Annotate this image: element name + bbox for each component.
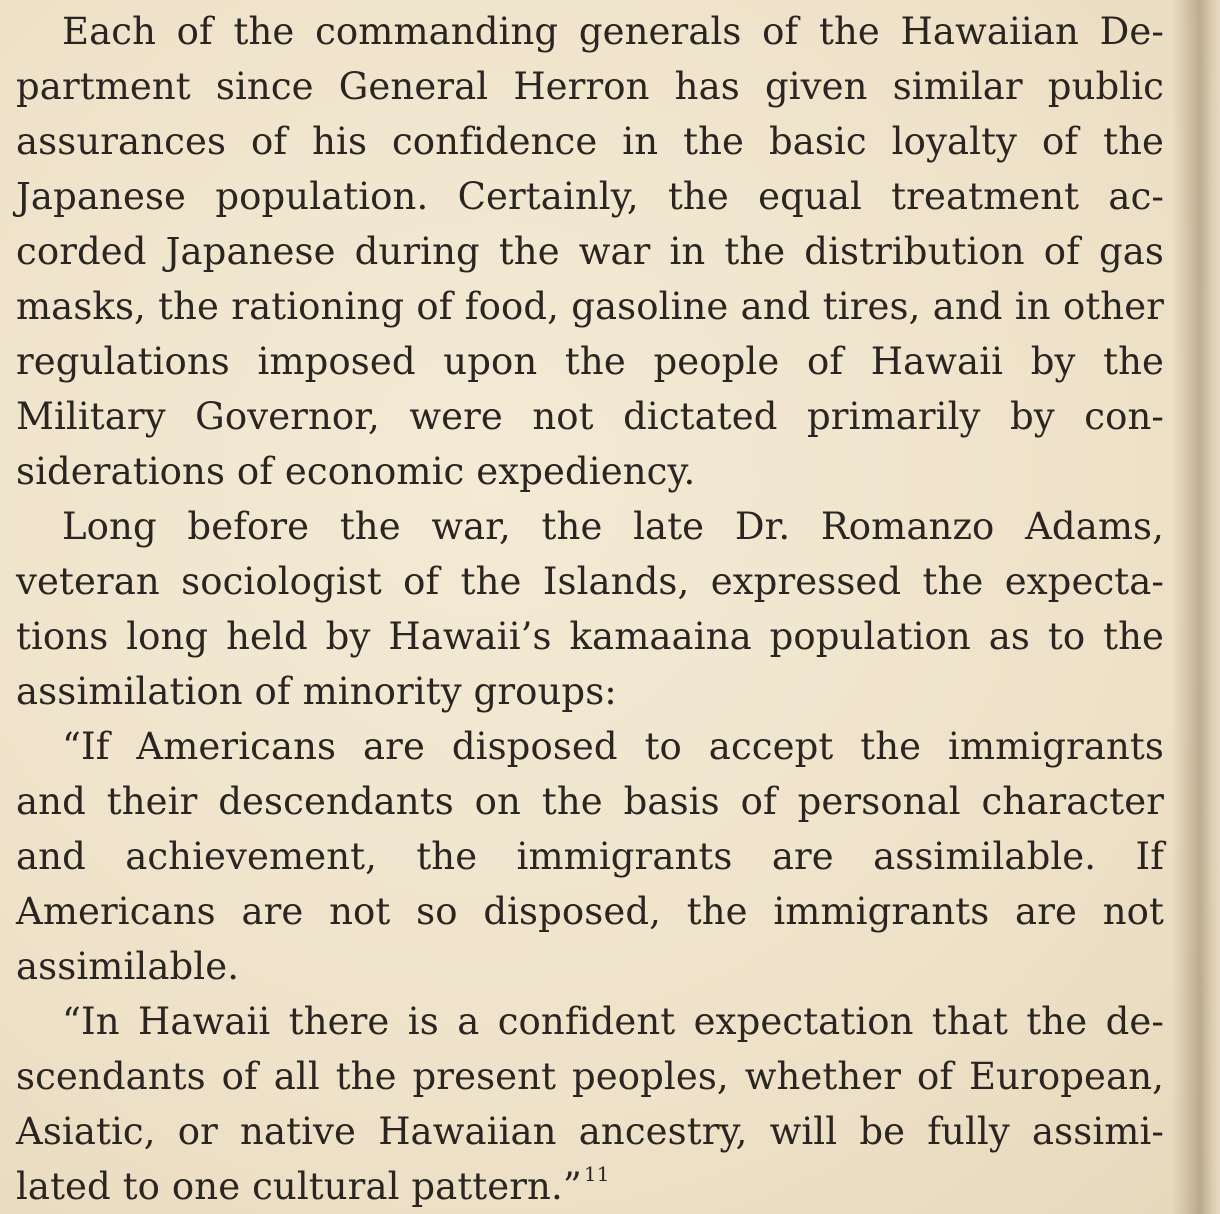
text-line: veteran sociologist of the Islands, expressed the expecta- — [16, 560, 1164, 603]
text-line: Long before the war, the late Dr. Romanzo Adams, — [62, 505, 1164, 548]
text-line: assimilation of minority groups: — [16, 670, 617, 713]
text-line-final — [16, 1159, 1164, 1214]
text-line: siderations of economic expediency. — [16, 450, 696, 493]
text-line: “In Hawaii there is a confident expectation that the de- — [62, 1000, 1164, 1043]
text-line: Asiatic, or native Hawaiian ancestry, will be fully assimi- — [16, 1110, 1164, 1153]
text-line: assimilable. — [16, 945, 240, 988]
body-text — [16, 4, 1164, 1214]
text-line: Each of the commanding generals of the Hawaiian De- — [62, 10, 1164, 53]
text-line: scendants of all the present peoples, whether of European, — [16, 1055, 1164, 1098]
text-line: “If Americans are disposed to accept the immigrants — [62, 725, 1164, 768]
paragraph-2 — [16, 499, 1164, 719]
text-line: masks, the rationing of food, gasoline and tires, and in other — [16, 285, 1164, 328]
text-line: Japanese population. Certainly, the equal treatment ac- — [16, 175, 1164, 218]
text-line: partment since General Herron has given similar public — [16, 65, 1164, 108]
text-line: tions long held by Hawaii’s kamaaina population as to the — [16, 615, 1164, 658]
text-line: regulations imposed upon the people of Hawaii by the — [16, 340, 1164, 383]
text-line: corded Japanese during the war in the distribution of gas — [16, 230, 1164, 273]
text-line: assurances of his confidence in the basic loyalty of the — [16, 120, 1164, 163]
text-line: Military Governor, were not dictated primarily by con- — [16, 395, 1164, 438]
text-line: Americans are not so disposed, the immigrants are not — [16, 890, 1164, 933]
paragraph-1 — [16, 4, 1164, 499]
text-line: and their descendants on the basis of personal character — [16, 780, 1164, 823]
final-line-text: lated to one cultural pattern.” — [16, 1165, 582, 1208]
paragraph-3-quotation — [16, 719, 1164, 994]
footnote-reference[interactable]: 11 — [583, 1162, 610, 1186]
text-line: and achievement, the immigrants are assimilable. If — [16, 835, 1164, 878]
paragraph-4-quotation — [16, 994, 1164, 1214]
